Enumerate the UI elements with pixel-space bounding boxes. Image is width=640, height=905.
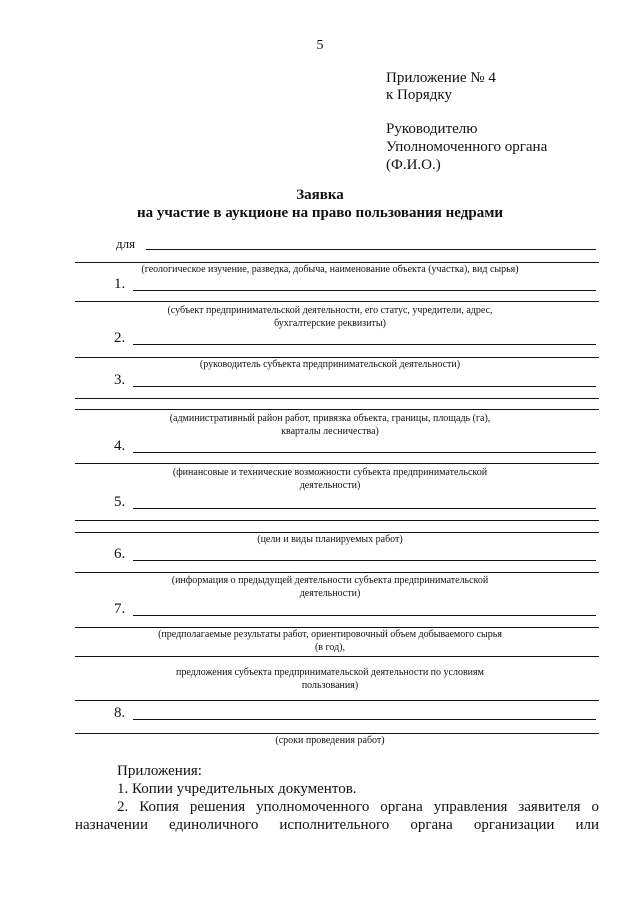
field-caption: (информация о предыдущей деятельности субъекта предпринимательской	[171, 575, 489, 586]
fill-line[interactable]	[75, 572, 599, 573]
field-caption: пользования)	[301, 680, 359, 691]
field-caption: (субъект предпринимательской деятельности, его статус, учредители, адрес,	[167, 305, 493, 316]
field-caption: (административный район работ, привязка объекта, границы, площадь (га),	[169, 413, 491, 424]
fill-line[interactable]	[133, 615, 596, 616]
fill-line[interactable]	[133, 452, 596, 453]
fill-line[interactable]	[133, 719, 596, 720]
field-caption: (руководитель субъекта предпринимательской деятельности)	[199, 359, 461, 370]
item-number: 3.	[114, 372, 126, 388]
fill-line[interactable]	[133, 508, 596, 509]
fill-line[interactable]	[133, 344, 596, 345]
attachment-item-continuation: назначении единоличного исполнительного органа организации или	[75, 817, 599, 833]
fill-line[interactable]	[75, 398, 599, 399]
attachment-item: 2. Копия решения уполномоченного органа управления заявителя о	[117, 799, 599, 815]
attachments-heading: Приложения:	[117, 763, 202, 779]
fill-line[interactable]	[75, 409, 599, 410]
field-caption: деятельности)	[299, 588, 361, 599]
fill-line[interactable]	[133, 290, 596, 291]
item-number: 5.	[114, 494, 126, 510]
item-number: 2.	[114, 330, 126, 346]
fill-line[interactable]	[133, 386, 596, 387]
field-caption: бухгалтерские реквизиты)	[274, 318, 386, 329]
item-number: 1.	[114, 276, 126, 292]
item-number: 8.	[114, 705, 126, 721]
item-number: 7.	[114, 601, 126, 617]
fill-line[interactable]	[75, 301, 599, 302]
field-caption: (геологическое изучение, разведка, добыча, наименование объекта (участка), вид сырья)	[141, 264, 519, 275]
field-caption: предложения субъекта предпринимательской деятельности по условиям	[176, 667, 484, 678]
field-caption: (предполагаемые результаты работ, ориентировочный объем добываемого сырья	[158, 629, 502, 640]
document-title: Заявка	[296, 187, 344, 203]
document-subtitle: на участие в аукционе на право пользования недрами	[136, 205, 504, 221]
appendix-reference: к Порядку	[386, 87, 452, 103]
fill-line[interactable]	[75, 700, 599, 701]
page-number: 5	[316, 38, 324, 53]
fill-line[interactable]	[75, 463, 599, 464]
field-caption: кварталы лесничества)	[281, 426, 379, 437]
field-caption: (цели и виды планируемых работ)	[257, 534, 403, 545]
addressee-line-2: Уполномоченного органа	[386, 139, 548, 155]
field-caption: (финансовые и технические возможности субъекта предпринимательской	[172, 467, 488, 478]
appendix-label: Приложение № 4	[386, 70, 496, 86]
fill-line[interactable]	[75, 656, 599, 657]
fill-line[interactable]	[133, 560, 596, 561]
for-label: для	[116, 236, 136, 251]
item-number: 6.	[114, 546, 126, 562]
attachment-item: 1. Копии учредительных документов.	[117, 781, 357, 797]
addressee-line-1: Руководителю	[386, 121, 478, 137]
field-caption: деятельности)	[299, 480, 361, 491]
fill-line[interactable]	[75, 520, 599, 521]
addressee-line-3: (Ф.И.О.)	[386, 157, 441, 173]
item-number: 4.	[114, 438, 126, 454]
field-caption: (сроки проведения работ)	[275, 735, 385, 746]
field-caption: (в год),	[314, 642, 346, 653]
fill-line[interactable]	[146, 249, 596, 250]
